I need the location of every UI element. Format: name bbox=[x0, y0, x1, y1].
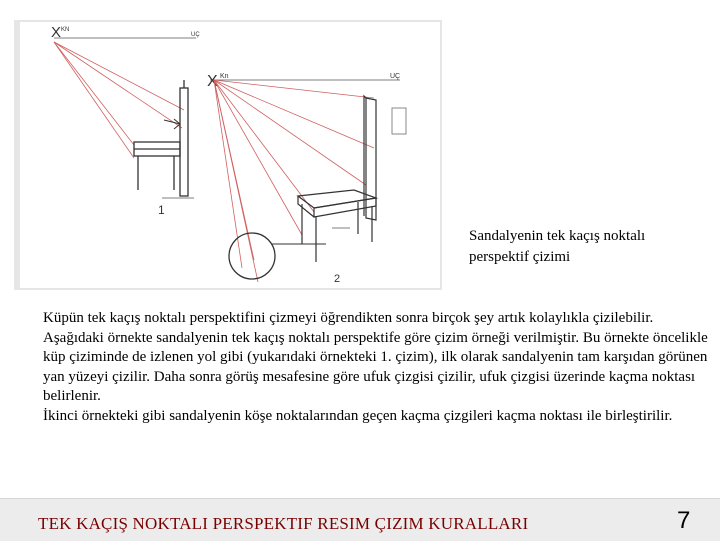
label-uc-small: UÇ bbox=[191, 32, 200, 38]
paragraph-1: Küpün tek kaçış noktalı perspektifini çizmeyi öğrendikten sonra birçok şey artık kolaylıkla çizilebilir. Aşağıdaki örnekte sandalyenin tek kaçış noktalı perspektife göre çizim örneği verilmiştir. Bu örnekte öncelikle küp çiziminde de izlenen yol gibi (yukarıdaki örnekteki 1. çizim), ilk olarak sandalyenin tam karşıdan görünen yan yüzeyi çizilir. Daha sonra görüş mesafesine göre ufuk çizgisi çizilir, ufuk çizgisi üzerinde kaçma noktası belirlenir. bbox=[43, 310, 708, 405]
label-kn-large: Kn bbox=[220, 73, 229, 80]
body-text bbox=[43, 309, 715, 427]
page-number: 7 bbox=[677, 507, 691, 534]
caption-line-1: Sandalyenin tek kaçış noktalı bbox=[469, 228, 646, 244]
label-uc-large: UÇ bbox=[390, 73, 401, 80]
figure-caption bbox=[469, 226, 714, 268]
label-xkn-large: X bbox=[207, 73, 218, 90]
label-step-1: 1 bbox=[158, 203, 165, 217]
paragraph-2: İkinci örnekteki gibi sandalyenin köşe noktalarından geçen kaçma çizgileri kaçma noktası ile birleştirilir. bbox=[43, 407, 673, 424]
footer-title: TEK KAÇIŞ NOKTALI PERSPEKTIF RESIM ÇIZIM KURALLARI bbox=[38, 514, 529, 533]
chair-perspective-figure bbox=[14, 20, 442, 290]
label-xkn-small: X bbox=[51, 24, 62, 41]
label-kn-small: KN bbox=[61, 27, 70, 33]
label-step-2: 2 bbox=[334, 273, 341, 285]
caption-line-2: perspektif çizimi bbox=[469, 249, 571, 265]
perspective-drawing bbox=[14, 20, 442, 290]
footer-bar bbox=[0, 498, 720, 541]
